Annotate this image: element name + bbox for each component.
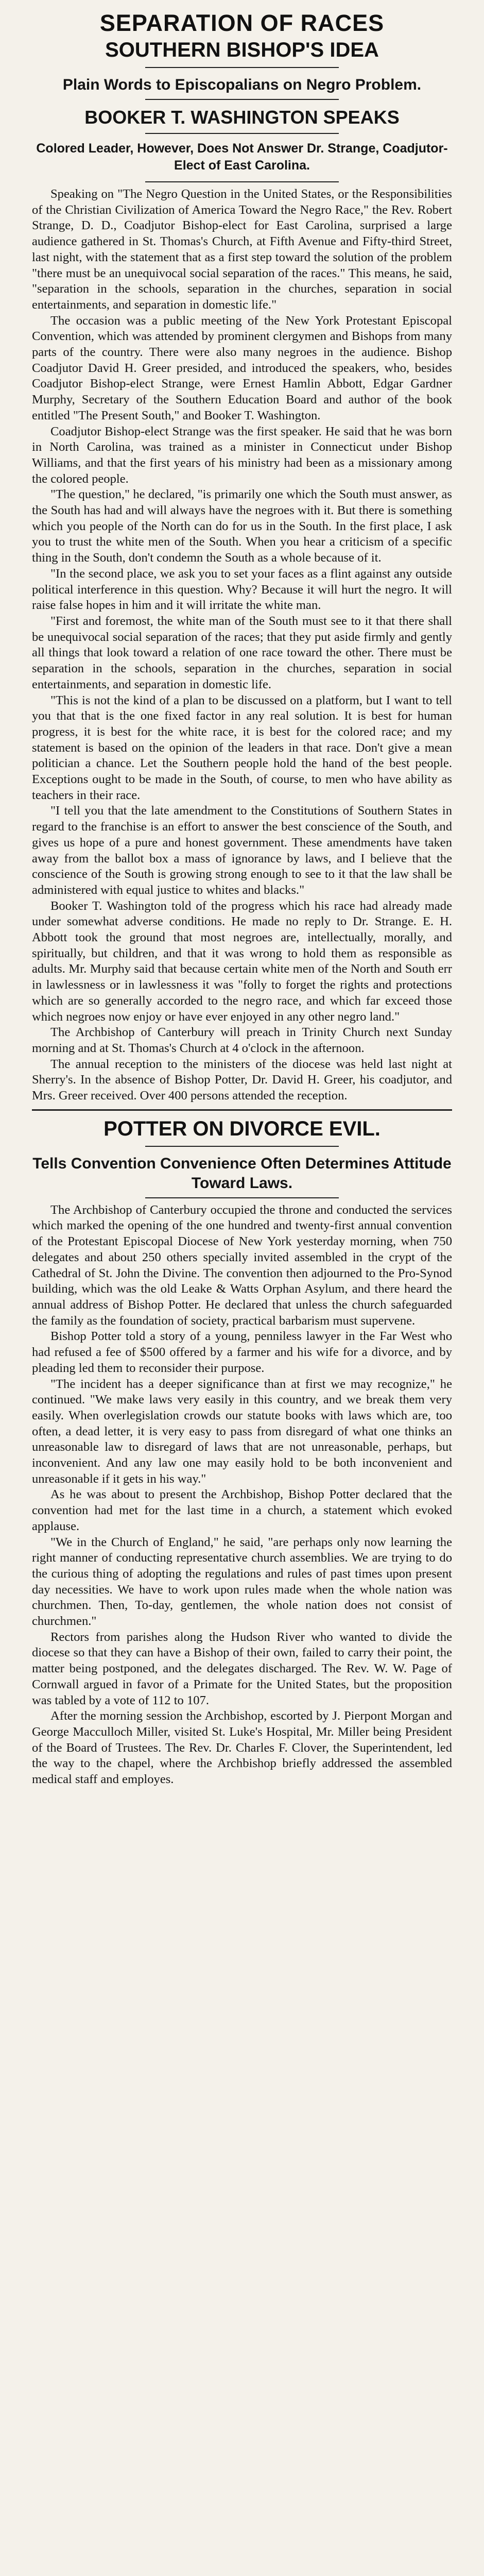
article-1-body <box>32 187 452 1104</box>
paragraph: After the morning session the Archbishop, escorted by J. Pierpont Morgan and George Macculloch Miller, visited St. Luke's Hospital, Mr. Miller being President of the Board of Trustees. The Rev. Dr. Charles F. Clover, the Superintendent, led the way to the chapel, where the Archbishop briefly addressed the assembled medical staff and employes. <box>32 1709 452 1787</box>
section-divider <box>32 1109 452 1111</box>
divider <box>145 1197 339 1198</box>
divider <box>145 133 339 134</box>
deck-tells-convention: Tells Convention Convenience Often Determines Attitude Toward Laws. <box>32 1155 452 1192</box>
paragraph: "We in the Church of England," he said, "are perhaps only now learning the right manner of conducting representative church assemblies. We are trying to do the curious thing of adopting the regulations and rules of past times upon present day necessities. We have to work upon rules made when the whole nation was churchmen. Then, To-day, gentlemen, the whole nation does not consist of churchmen." <box>32 1535 452 1629</box>
deck-colored-leader: Colored Leader, However, Does Not Answer Dr. Strange, Coadjutor-Elect of East Carolina. <box>36 141 448 173</box>
divider <box>145 181 339 182</box>
paragraph: Coadjutor Bishop-elect Strange was the first speaker. He said that he was born in North Carolina, was trained as a minister in Connecticut under Bishop Williams, and that the first years of his ministry had been as a missionary among the colored people. <box>32 424 452 486</box>
paragraph: "First and foremost, the white man of the South must see to it that there shall be unequivocal social separation of the races; that they put aside firmly and gently all things that look toward a relation of one race toward the other. There must be separation in the schools, separation in the churches, separation in social entertainments, and separation in domestic life. <box>32 614 452 691</box>
paragraph: Booker T. Washington told of the progress which his race had already made under somewhat adverse conditions. He made no reply to Dr. Strange. E. H. Abbott took the ground that most negroes are, intellectually, morally, and spiritually, but children, and that it was wrong to hold them as responsible as adults. Mr. Murphy said that because certain white men of the North and South err in lawlessness or in lawlessness it was "folly to forget the rights and protections which are so generally accorded to the negro race, and which far exceed those which negroes now enjoy or have ever enjoyed in any other negro land." <box>32 899 452 1024</box>
paragraph: "The incident has a deeper significance than at first we may recognize," he continued. "We make laws very easily in this country, and we break them very easily. When overlegislation crowds our statute books with laws which are, too often, a dead letter, it is very easy to pass from disregard of what one thinks an unreasonable law to disregard of laws that are not unreasonable, perhaps, but inconvenient. And any law one may easily hold to be both inconvenient and unreasonable if it gets in his way." <box>32 1377 452 1486</box>
headline-2: SOUTHERN BISHOP'S IDEA <box>105 39 379 61</box>
article-2-body <box>32 1202 452 1788</box>
paragraph: Bishop Potter told a story of a young, penniless lawyer in the Far West who had refused a fee of $500 offered by a farmer and his wife for a divorce, and by pleading led them to reconsider their purpose. <box>32 1329 452 1375</box>
deck-booker-washington: BOOKER T. WASHINGTON SPEAKS <box>84 107 400 128</box>
deck-plain-words: Plain Words to Episcopalians on Negro Problem. <box>62 76 422 93</box>
headline-potter: POTTER ON DIVORCE EVIL. <box>103 1117 381 1140</box>
divider <box>145 67 339 68</box>
article-column <box>32 0 452 1788</box>
paragraph: "I tell you that the late amendment to the Constitutions of Southern States in regard to the franchise is an effort to answer the best conscience of the South, and gives us hope of a pure and honest government. These amendments have taken away from the ballot box a mass of ignorance by laws, and I believe that the conscience of the South is growing strong enough to see to it that the law shall be administered with equal justice to whites and blacks." <box>32 804 452 897</box>
paragraph: As he was about to present the Archbishop, Bishop Potter declared that the convention had met for the last time in a church, a statement which evoked applause. <box>32 1487 452 1533</box>
paragraph: "The question," he declared, "is primarily one which the South must answer, as the South has had and will always have the negroes with it. But there is something which you people of the North can do for us in the South. In the first place, I ask you to trust the white men of the South. When you hear a criticism of a specific thing in the South, don't condemn the South as a whole because of it. <box>32 487 452 565</box>
headline-1: SEPARATION OF RACES <box>99 10 385 36</box>
paragraph: "In the second place, we ask you to set your faces as a flint against any outside political interference in this question. Why? Because it will hurt the negro. It will raise false hopes in him and it will irritate the white man. <box>32 566 452 613</box>
divider <box>145 99 339 100</box>
paragraph: "This is not the kind of a plan to be discussed on a platform, but I want to tell you that that is the one fixed factor in any real solution. It is best for human progress, it is best for the white race, it is best for the colored race; and my statement is based on the opinion of the leaders in that race. Don't give a mean politician a chance. Let the Southern people hold the hand of the best people. Exceptions ought to be made in the South, of course, to men who have ability as teachers in their race. <box>32 693 452 802</box>
paragraph: The occasion was a public meeting of the New York Protestant Episcopal Convention, which was attended by prominent clergymen and Bishops from many parts of the country. There were also many negroes in the audience. Bishop Coadjutor David H. Greer presided, and introduced the speakers, who, besides Coadjutor Bishop-elect Strange, were Ernest Hamlin Abbott, Edgar Gardner Murphy, Secretary of the Southern Education Board and author of the book entitled "The Present South," and Booker T. Washington. <box>32 313 452 422</box>
paragraph: The Archbishop of Canterbury occupied the throne and conducted the services which marked the opening of the one hundred and twenty-first annual convention of the Protestant Episcopal Diocese of New York yesterday morning, when 750 delegates and about 250 others specially invited assembled in the crypt of the Cathedral of St. John the Divine. The convention then adjourned to the Pro-Synod building, which was the old Leake & Watts Orphan Asylum, and there heard the annual address of Bishop Potter. He declared that unless the church safeguarded the family as the foundation of society, practical barbarism must supervene. <box>32 1202 452 1328</box>
paragraph: The annual reception to the ministers of the diocese was held last night at Sherry's. In the absence of Bishop Potter, Dr. David H. Greer, his coadjutor, and Mrs. Greer received. Over 400 persons attended the reception. <box>32 1057 452 1103</box>
divider <box>145 1146 339 1147</box>
paragraph: Speaking on "The Negro Question in the United States, or the Responsibilities of the Christian Civilization of America Toward the Negro Race," the Rev. Robert Strange, D. D., Coadjutor Bishop-elect for East Carolina, surprised a large audience gathered in St. Thomas's Church, at Fifth Avenue and Fifty-third Street, last night, with the statement that as a first step toward the solution of the problem "there must be an unequivocal social separation of the races." This means, he said, "separation in the schools, separation in the churches, separation in social entertainments, and separation in domestic life." <box>32 187 452 312</box>
paragraph: Rectors from parishes along the Hudson River who wanted to divide the diocese so that they can have a Bishop of their own, failed to carry their point, the matter being postponed, and the delegates discharged. The Rev. W. W. Page of Cornwall argued in favor of a Primate for the United States, but the proposition was tabled by a vote of 112 to 107. <box>32 1630 452 1707</box>
paragraph: The Archbishop of Canterbury will preach in Trinity Church next Sunday morning and at St. Thomas's Church at 4 o'clock in the afternoon. <box>32 1025 452 1055</box>
